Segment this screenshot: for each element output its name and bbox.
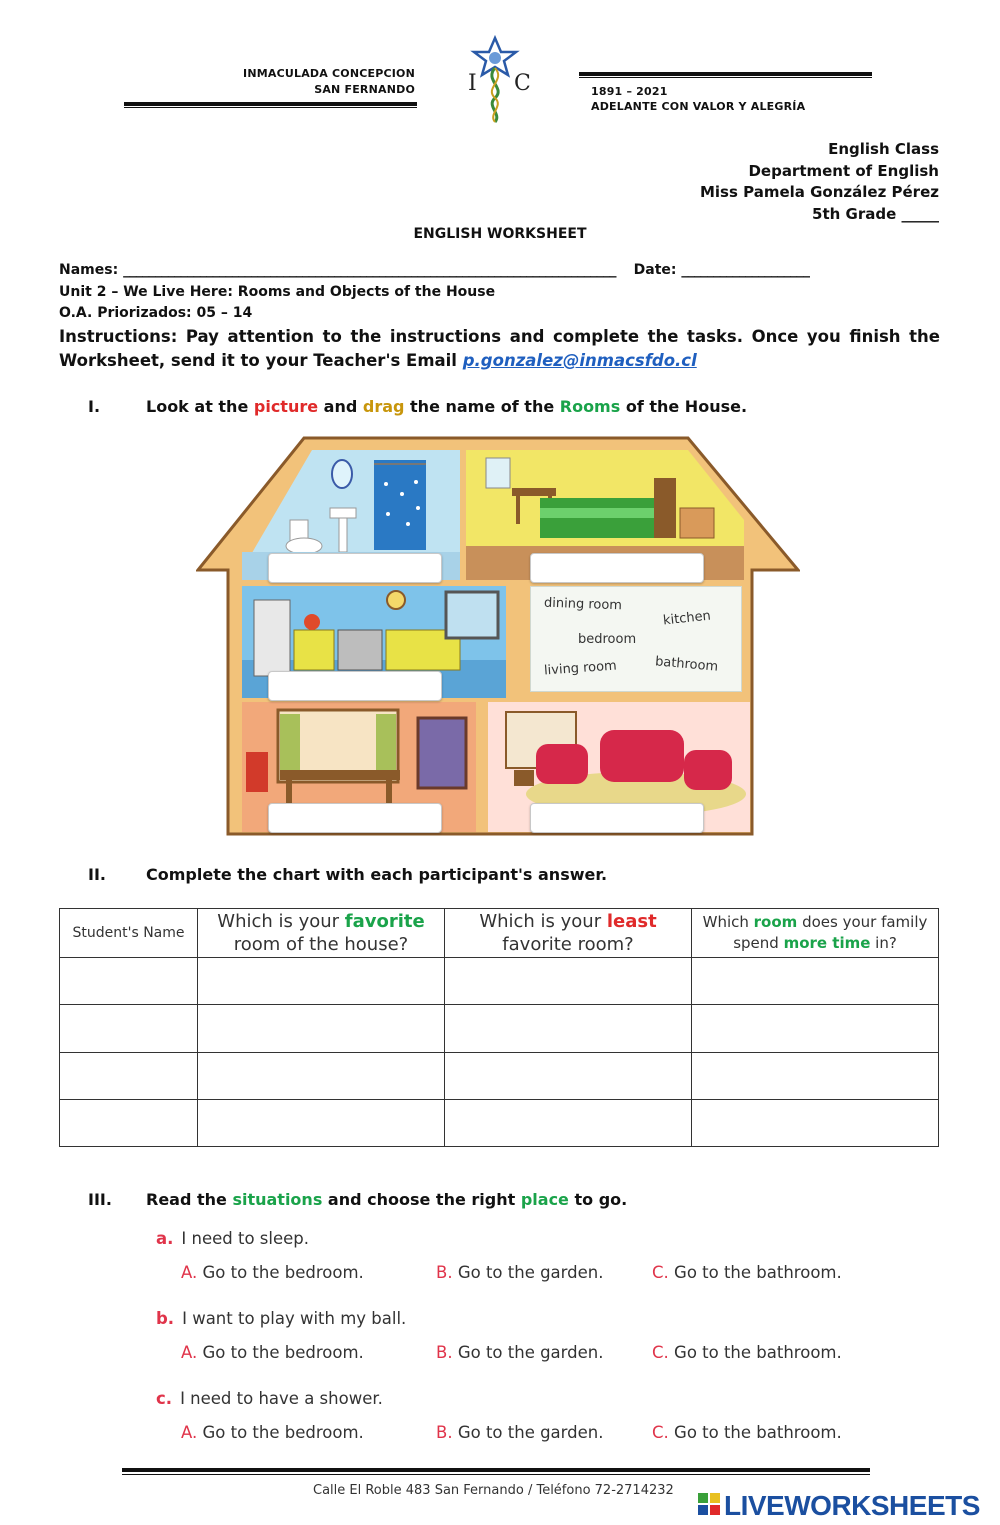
word-bathroom[interactable]: bathroom — [654, 654, 719, 675]
date-field[interactable]: ____________________ — [681, 262, 810, 278]
option-letter: C. — [652, 1343, 669, 1362]
option-text: Go to the garden. — [457, 1423, 604, 1442]
liveworksheets-logo-icon — [698, 1493, 720, 1515]
table-row — [60, 958, 939, 1005]
question-c-option-a[interactable] — [181, 1423, 364, 1442]
motto-text: ADELANTE CON VALOR Y ALEGRÍA — [591, 100, 806, 113]
section-1-word-drag: drag — [362, 397, 405, 416]
header-family-room — [692, 909, 939, 958]
date-label: Date: — [633, 262, 677, 278]
class-info — [700, 139, 939, 225]
footer-rule-thin — [122, 1474, 870, 1475]
option-text: Go to the garden. — [457, 1263, 604, 1282]
table-cell[interactable] — [60, 1005, 198, 1053]
option-letter: A. — [181, 1343, 198, 1362]
school-name-line2: SAN FERNANDO — [314, 83, 415, 96]
section-3-word-place: place — [520, 1190, 569, 1209]
table-cell[interactable] — [692, 1053, 939, 1100]
instructions-text: Instructions: Pay attention to the instructions and complete the tasks. Once you finish the Worksheet, send it to your Teacher's Email — [59, 327, 940, 370]
table-cell[interactable] — [692, 1100, 939, 1147]
header-favorite-text-2: room of the house? — [233, 934, 409, 955]
option-letter: C. — [652, 1423, 669, 1442]
option-text: Go to the bedroom. — [202, 1263, 364, 1282]
question-a-letter: a. — [156, 1229, 174, 1248]
header-favorite-word: favorite — [344, 911, 425, 932]
header-least-text-2: favorite room? — [502, 934, 634, 955]
question-c-option-c[interactable] — [652, 1423, 842, 1442]
table-cell[interactable] — [198, 1053, 445, 1100]
answers-table — [59, 908, 939, 1147]
section-1-text-d: of the House. — [620, 397, 748, 416]
header-family-text-c: spend — [733, 934, 784, 952]
drop-target-kitchen[interactable] — [268, 671, 442, 701]
section-1-number: I. — [88, 397, 101, 416]
school-name-line1: INMACULADA CONCEPCION — [243, 67, 415, 80]
word-dining-room[interactable]: dining room — [543, 595, 623, 614]
footer-address: Calle El Roble 483 San Fernando / Teléfono 72-2714232 — [313, 1483, 674, 1498]
option-text: Go to the bedroom. — [202, 1423, 364, 1442]
table-cell[interactable] — [692, 1005, 939, 1053]
question-b-letter: b. — [156, 1309, 175, 1328]
header-family-text-a: Which — [702, 913, 754, 931]
table-cell[interactable] — [445, 958, 692, 1005]
question-a-text: I need to sleep. — [181, 1229, 310, 1248]
word-living-room[interactable]: living room — [543, 658, 618, 679]
class-name: English Class — [828, 140, 939, 158]
word-bank — [530, 586, 742, 692]
teacher-email-link[interactable]: p.gonzalez@inmacsfdo.cl — [462, 351, 697, 370]
instructions — [59, 325, 940, 373]
section-1-word-rooms: Rooms — [559, 397, 621, 416]
question-c-option-b[interactable] — [436, 1423, 604, 1442]
grade-field[interactable]: 5th Grade _____ — [812, 204, 939, 223]
word-bedroom[interactable]: bedroom — [578, 632, 637, 647]
question-c-text: I need to have a shower. — [180, 1389, 383, 1408]
unit-title: Unit 2 – We Live Here: Rooms and Objects of the House — [59, 284, 496, 300]
school-name — [200, 66, 415, 98]
section-1-text-b: and — [318, 397, 363, 416]
table-cell[interactable] — [445, 1100, 692, 1147]
section-1-text-c: the name of the — [404, 397, 560, 416]
section-3-text-b: and choose the right — [322, 1190, 521, 1209]
names-label: Names: — [59, 262, 119, 278]
section-2-heading — [88, 865, 607, 884]
question-b — [156, 1309, 406, 1328]
header-rule-right-thin — [579, 77, 872, 78]
school-years — [591, 84, 805, 114]
section-3-word-situations: situations — [232, 1190, 323, 1209]
drop-target-bedroom[interactable] — [530, 553, 704, 583]
section-3-text-a: Read the — [146, 1190, 233, 1209]
logo-letter-c: C — [514, 71, 531, 96]
table-cell[interactable] — [198, 1100, 445, 1147]
option-letter: A. — [181, 1423, 198, 1442]
section-3-number: III. — [88, 1190, 112, 1209]
table-cell[interactable] — [60, 958, 198, 1005]
header-family-word-room: room — [753, 913, 798, 931]
section-1-text-a: Look at the — [146, 397, 254, 416]
table-header-row — [60, 909, 939, 958]
question-b-option-a[interactable] — [181, 1343, 364, 1362]
section-2-text: Complete the chart with each participant's answer. — [146, 865, 608, 884]
table-row — [60, 1100, 939, 1147]
names-date-line — [59, 262, 809, 278]
header-family-word-more-time: more time — [783, 934, 871, 952]
section-3-heading — [88, 1190, 627, 1209]
option-letter: C. — [652, 1263, 669, 1282]
header-rule-right — [579, 72, 872, 76]
oa-line: O.A. Priorizados: 05 – 14 — [59, 305, 253, 321]
question-a-option-b[interactable] — [436, 1263, 604, 1282]
option-text: Go to the garden. — [457, 1343, 604, 1362]
table-row — [60, 1053, 939, 1100]
header-favorite-room — [198, 909, 445, 958]
header-favorite-text: Which is your — [217, 911, 345, 932]
names-field[interactable]: _____________________________________________________________________________ — [123, 262, 616, 278]
table-cell[interactable] — [198, 958, 445, 1005]
header-family-text-b: does your family — [797, 913, 928, 931]
header-family-text-d: in? — [870, 934, 897, 952]
question-c — [156, 1389, 383, 1408]
header-least-favorite-room — [445, 909, 692, 958]
section-3-text-c: to go. — [568, 1190, 628, 1209]
years-text: 1891 – 2021 — [591, 85, 668, 98]
question-a-option-c[interactable] — [652, 1263, 842, 1282]
option-text: Go to the bedroom. — [202, 1343, 364, 1362]
option-letter: B. — [436, 1343, 453, 1362]
school-logo — [440, 34, 560, 126]
worksheet-title: ENGLISH WORKSHEET — [413, 226, 587, 242]
question-a — [156, 1229, 309, 1248]
option-letter: A. — [181, 1263, 198, 1282]
header-rule-left-thin — [124, 107, 417, 108]
header-rule-left — [124, 102, 417, 106]
question-b-option-c[interactable] — [652, 1343, 842, 1362]
table-cell[interactable] — [445, 1005, 692, 1053]
header-student-name: Student's Name — [60, 909, 198, 958]
table-cell[interactable] — [60, 1100, 198, 1147]
header-least-text: Which is your — [479, 911, 607, 932]
drop-target-bathroom[interactable] — [268, 553, 442, 583]
option-text: Go to the bathroom. — [674, 1423, 842, 1442]
word-kitchen[interactable]: kitchen — [662, 608, 712, 629]
question-c-letter: c. — [156, 1389, 173, 1408]
table-cell[interactable] — [692, 958, 939, 1005]
teacher-name: Miss Pamela González Pérez — [699, 183, 939, 201]
question-b-text: I want to play with my ball. — [182, 1309, 407, 1328]
table-cell[interactable] — [445, 1053, 692, 1100]
section-1-word-picture: picture — [253, 397, 319, 416]
question-a-option-a[interactable] — [181, 1263, 364, 1282]
drop-target-living-room[interactable] — [530, 803, 704, 833]
header-least-word: least — [606, 911, 657, 932]
table-row — [60, 1005, 939, 1053]
option-text: Go to the bathroom. — [674, 1343, 842, 1362]
department-name: Department of English — [748, 161, 939, 180]
question-b-option-b[interactable] — [436, 1343, 604, 1362]
table-cell[interactable] — [60, 1053, 198, 1100]
drop-target-dining-room[interactable] — [268, 803, 442, 833]
table-cell[interactable] — [198, 1005, 445, 1053]
logo-letter-i: I — [468, 71, 477, 96]
option-letter: B. — [436, 1263, 453, 1282]
section-2-number: II. — [88, 865, 106, 884]
footer-rule — [122, 1468, 870, 1472]
section-1-heading — [88, 397, 747, 416]
liveworksheets-brand[interactable]: LIVEWORKSHEETS — [724, 1490, 980, 1521]
option-text: Go to the bathroom. — [674, 1263, 842, 1282]
option-letter: B. — [436, 1423, 453, 1442]
